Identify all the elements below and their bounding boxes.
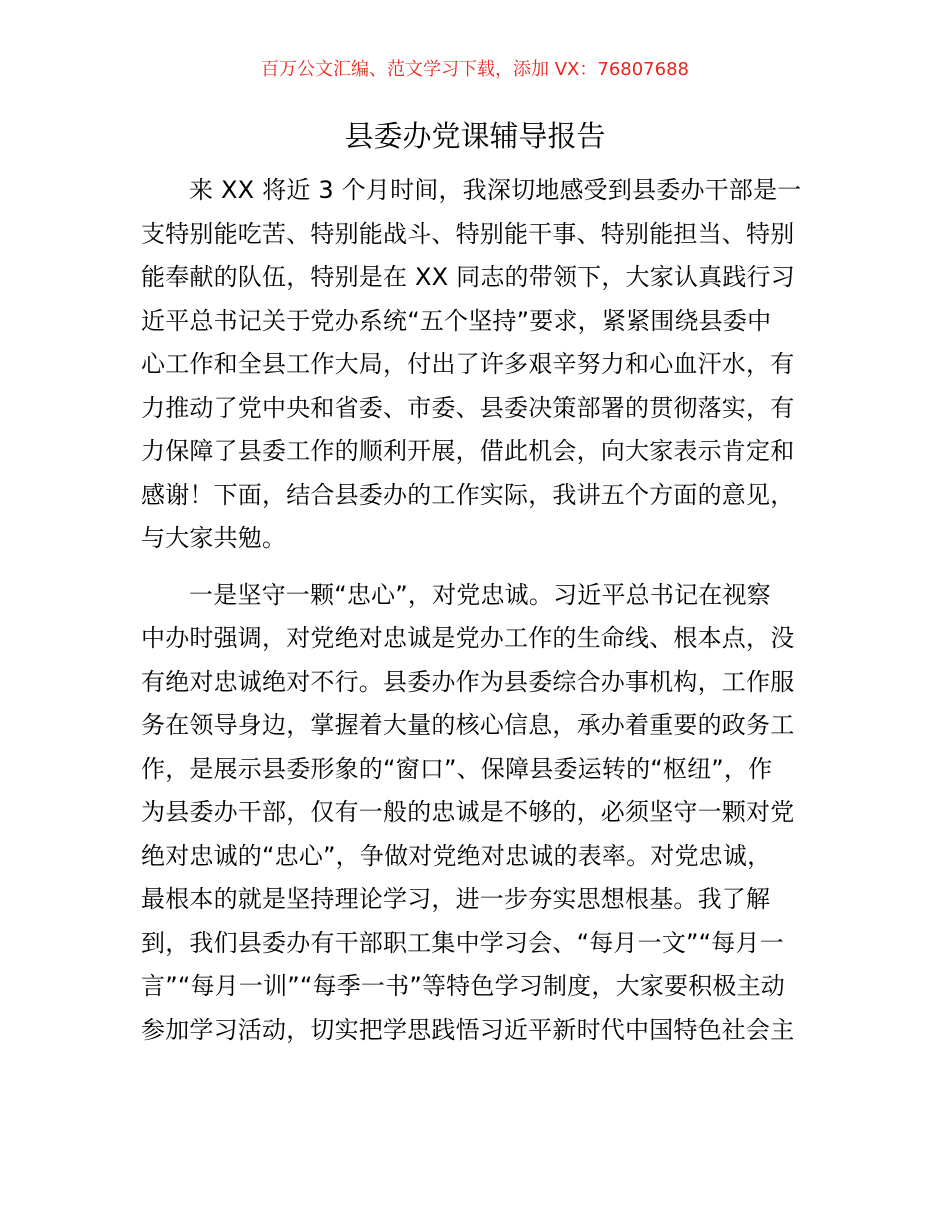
document-title: 县委办党课辅导报告 <box>344 119 606 153</box>
paragraph-line: 有绝对忠诚绝对不行。县委办作为县委综合办事机构，工作服 <box>141 667 795 696</box>
paragraph-line: 言”“每月一训”“每季一书”等特色学习制度，大家要积极主动 <box>141 972 785 1000</box>
paragraph-line: 参加学习活动，切实把学思践悟习近平新时代中国特色社会主 <box>141 1015 795 1044</box>
paragraph-line: 中办时强调，对党绝对忠诚是党办工作的生命线、根本点，没 <box>141 624 795 652</box>
paragraph-line: 来 XX 将近 3 个月时间，我深切地感受到县委办干部是一 <box>189 176 802 204</box>
document-body <box>141 169 811 1065</box>
paragraph-line: 心工作和全县工作大局，付出了许多艰辛努力和心血汗水，有 <box>141 350 795 378</box>
paragraph-line: 绝对忠诚的“忠心”，争做对党绝对忠诚的表率。对党忠诚， <box>141 841 772 870</box>
paragraph-line: 到，我们县委办有干部职工集中学习会、“每月一文”“每月一 <box>141 928 784 957</box>
paragraph-line: 近平总书记关于党办系统“五个坚持”要求，紧紧围绕县委中 <box>141 306 772 335</box>
paragraph-line: 力推动了党中央和省委、市委、县委决策部署的贯彻落实，有 <box>141 393 795 422</box>
paragraph-line: 作，是展示县委形象的“窗口”、保障县委运转的“枢纽”，作 <box>141 754 773 783</box>
header-banner: 百万公文汇编、范文学习下载，添加 VX：76807688 <box>261 59 689 80</box>
paragraph-line: 力保障了县委工作的顺利开展，借此机会，向大家表示肯定和 <box>141 437 795 465</box>
paragraph-line: 一是坚守一颗“忠心”，对党忠诚。习近平总书记在视察 <box>189 580 771 609</box>
paragraph-line: 与大家共勉。 <box>141 524 287 552</box>
paragraph-2 <box>141 574 811 1053</box>
paragraph-line: 为县委办干部，仅有一般的忠诚是不够的，必须坚守一颗对党 <box>141 798 795 826</box>
paragraph-line: 支特别能吃苦、特别能战斗、特别能干事、特别能担当、特别 <box>141 219 795 248</box>
paragraph-line: 务在领导身边，掌握着大量的核心信息，承办着重要的政务工 <box>141 711 795 739</box>
paragraph-line: 能奉献的队伍，特别是在 XX 同志的带领下，大家认真践行习 <box>141 263 795 291</box>
paragraph-1 <box>141 169 811 561</box>
paragraph-line: 最根本的就是坚持理论学习，进一步夯实思想根基。我了解 <box>141 885 771 913</box>
paragraph-line: 感谢！下面，结合县委办的工作实际，我讲五个方面的意见， <box>141 480 795 509</box>
